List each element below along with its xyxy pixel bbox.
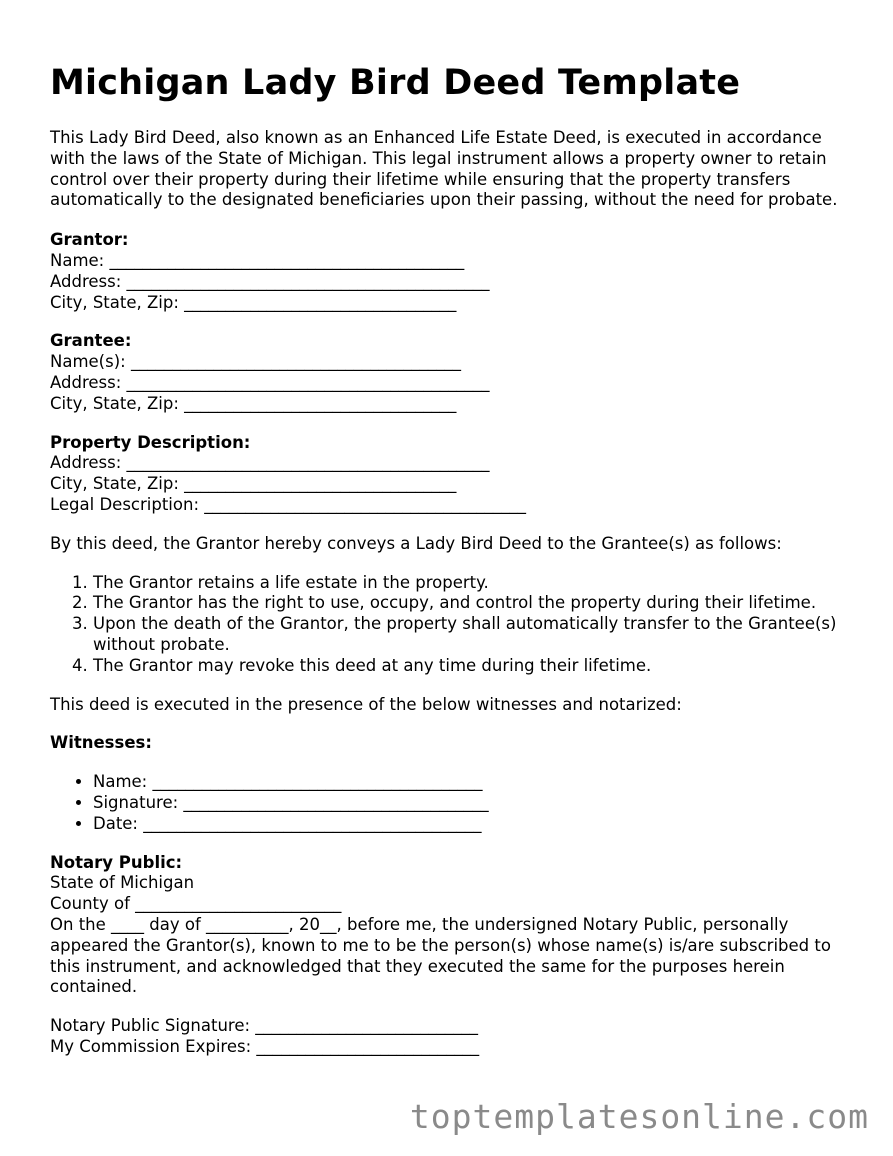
witnesses-title: Witnesses: xyxy=(50,733,152,753)
grantor-address-field: Address: ____________________________________________ xyxy=(50,271,490,291)
witness-date-field: • Date: _________________________________________ xyxy=(93,814,850,835)
commission-expires-field: My Commission Expires: ___________________________ xyxy=(50,1036,480,1056)
grantor-name-field: Name: ___________________________________________ xyxy=(50,250,465,270)
witness-signature-field: • Signature: _____________________________________ xyxy=(93,793,850,814)
property-title: Property Description: xyxy=(50,432,251,452)
notary-county-field: County of _________________________ xyxy=(50,894,342,914)
notary-signature-field: Notary Public Signature: ___________________________ xyxy=(50,1016,479,1036)
grantee-title: Grantee: xyxy=(50,331,132,351)
terms-list xyxy=(50,573,850,677)
presence-paragraph: This deed is executed in the presence of the below witnesses and notarized: xyxy=(50,694,682,714)
grantor-section xyxy=(50,230,850,313)
grantee-names-field: Name(s): ________________________________________ xyxy=(50,352,461,372)
list-item: 1. The Grantor retains a life estate in the property. xyxy=(93,573,850,594)
notary-state: State of Michigan xyxy=(50,873,195,893)
grantee-city-field: City, State, Zip: _________________________________ xyxy=(50,393,457,413)
list-item: 4. The Grantor may revoke this deed at any time during their lifetime. xyxy=(93,656,850,677)
grantor-title: Grantor: xyxy=(50,230,129,250)
grantee-address-field: Address: ____________________________________________ xyxy=(50,372,490,392)
notary-statement: On the ____ day of __________, 20__, before me, the undersigned Notary Public, personally appeared the Grantor(s), known to me to be the person(s) whose name(s) is/are subscribed to this instrument, and acknowledged that they executed the same for the purposes herein contained. xyxy=(50,914,831,997)
conveys-paragraph: By this deed, the Grantor hereby conveys a Lady Bird Deed to the Grantee(s) as follows: xyxy=(50,533,782,553)
property-address-field: Address: ____________________________________________ xyxy=(50,453,490,473)
document-page xyxy=(50,60,850,1058)
notary-title: Notary Public: xyxy=(50,852,183,872)
property-city-field: City, State, Zip: _________________________________ xyxy=(50,474,457,494)
witnesses-list xyxy=(50,772,850,834)
list-item: 2. The Grantor has the right to use, occupy, and control the property during their lifetime. xyxy=(93,593,850,614)
notary-signature-block xyxy=(50,1016,850,1058)
watermark: toptemplatesonline.com xyxy=(409,1097,869,1137)
intro-paragraph: This Lady Bird Deed, also known as an Enhanced Life Estate Deed, is executed in accordance with the laws of the State of Michigan. This legal instrument allows a property owner to retain control over their property during their lifetime while ensuring that the property transfers automatically to the designated beneficiaries upon their passing, without the need for probate. xyxy=(50,128,838,210)
list-item: 3. Upon the death of the Grantor, the property shall automatically transfer to the Grantee(s) without probate. xyxy=(93,614,850,656)
grantee-section xyxy=(50,331,850,414)
witness-name-field: • Name: ________________________________________ xyxy=(93,772,850,793)
document-title: Michigan Lady Bird Deed Template xyxy=(50,63,741,103)
property-section xyxy=(50,433,850,516)
property-legal-field: Legal Description: _______________________________________ xyxy=(50,494,526,514)
notary-section xyxy=(50,853,850,999)
grantor-city-field: City, State, Zip: _________________________________ xyxy=(50,292,457,312)
